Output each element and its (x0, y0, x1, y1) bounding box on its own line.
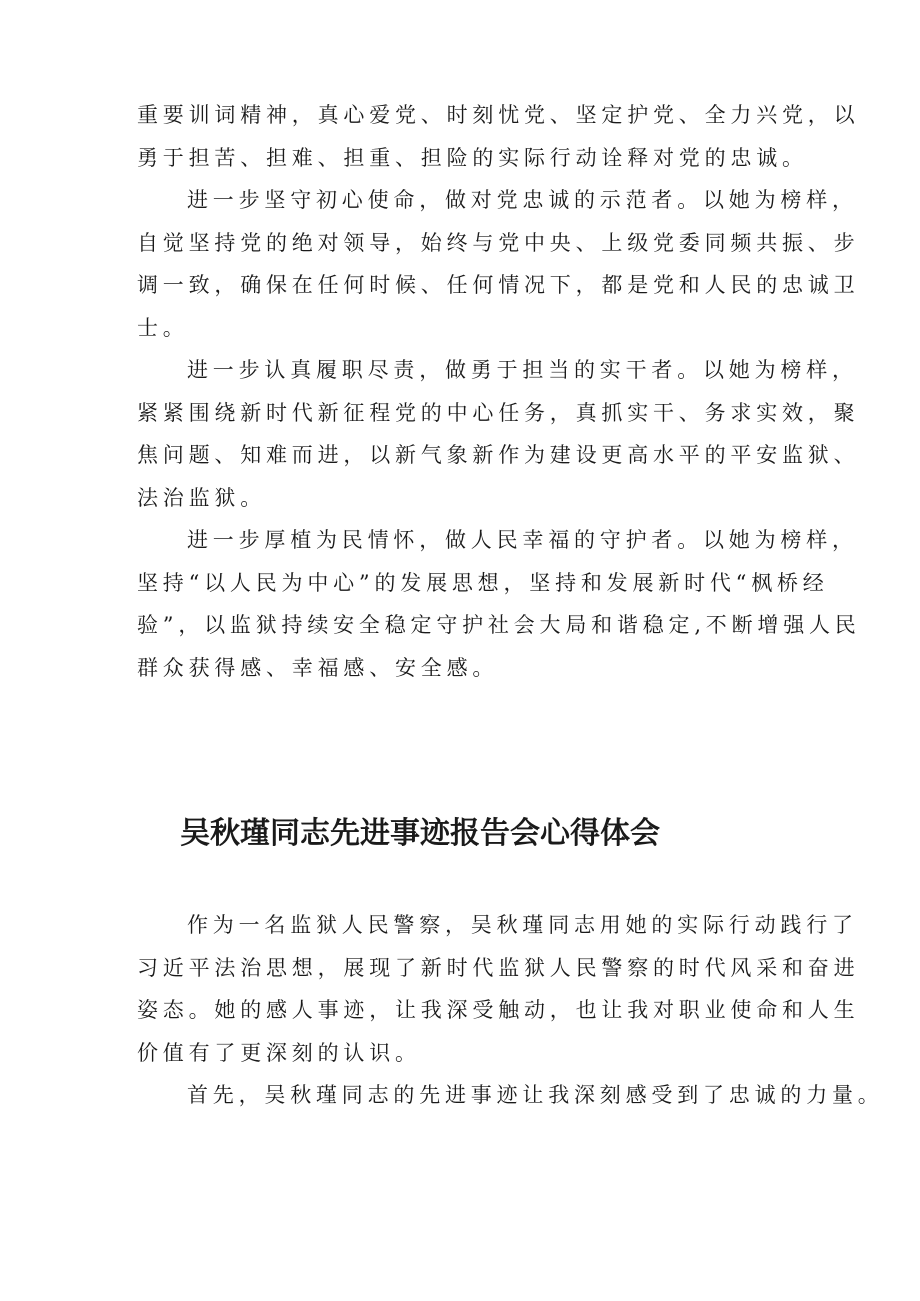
section-1-body (137, 94, 861, 689)
paragraph-line: 作为一名监狱人民警察，吴秋瑾同志用她的实际行动践行了 (187, 913, 858, 937)
paragraph-line: 紧紧围绕新时代新征程党的中心任务，真抓实干、务求实效，聚 (137, 400, 860, 425)
paragraph-line: 习近平法治思想，展现了新时代监狱人民警察的时代风采和奋进 (137, 955, 860, 980)
paragraph-line: 重要训词精神，真心爱党、时刻忧党、坚定护党、全力兴党，以 (137, 103, 860, 127)
section-2-body (137, 904, 884, 1117)
paragraph-line: 价值有了更深刻的认识。 (137, 1040, 421, 1065)
paragraph-line: 焦问题、知难而进，以新气象新作为建设更高水平的平安监狱、 (137, 443, 860, 467)
paragraph-line: 进一步厚植为民情怀，做人民幸福的守护者。以她为榜样， (187, 528, 858, 552)
paragraph-line: 法治监狱。 (137, 485, 266, 510)
paragraph-line: 勇于担苦、担难、担重、担险的实际行动诠释对党的忠诚。 (137, 145, 808, 170)
paragraph-line: 进一步坚守初心使命，做对党忠诚的示范者。以她为榜样， (187, 188, 858, 212)
paragraph-line: 自觉坚持党的绝对领导，始终与党中央、上级党委同频共振、步 (137, 230, 860, 255)
document-title: 吴秋瑾同志先进事迹报告会心得体会 (180, 816, 660, 851)
paragraph-line: 进一步认真履职尽责，做勇于担当的实干者。以她为榜样， (187, 358, 858, 382)
paragraph-line: 坚持“以人民为中心”的发展思想，坚持和发展新时代“枫桥经 (137, 570, 829, 595)
paragraph-line: 群众获得感、幸福感、安全感。 (137, 655, 499, 680)
paragraph-line: 姿态。她的感人事迹，让我深受触动，也让我对职业使命和人生 (137, 998, 860, 1022)
paragraph-line: 验”，以监狱持续安全稳定守护社会大局和谐稳定,不断增强人民 (137, 613, 861, 637)
paragraph-line: 首先，吴秋瑾同志的先进事迹让我深刻感受到了忠诚的力量。 (187, 1083, 884, 1107)
paragraph-line: 士。 (137, 315, 189, 340)
paragraph-line: 调一致，确保在任何时候、任何情况下，都是党和人民的忠诚卫 (137, 273, 860, 297)
